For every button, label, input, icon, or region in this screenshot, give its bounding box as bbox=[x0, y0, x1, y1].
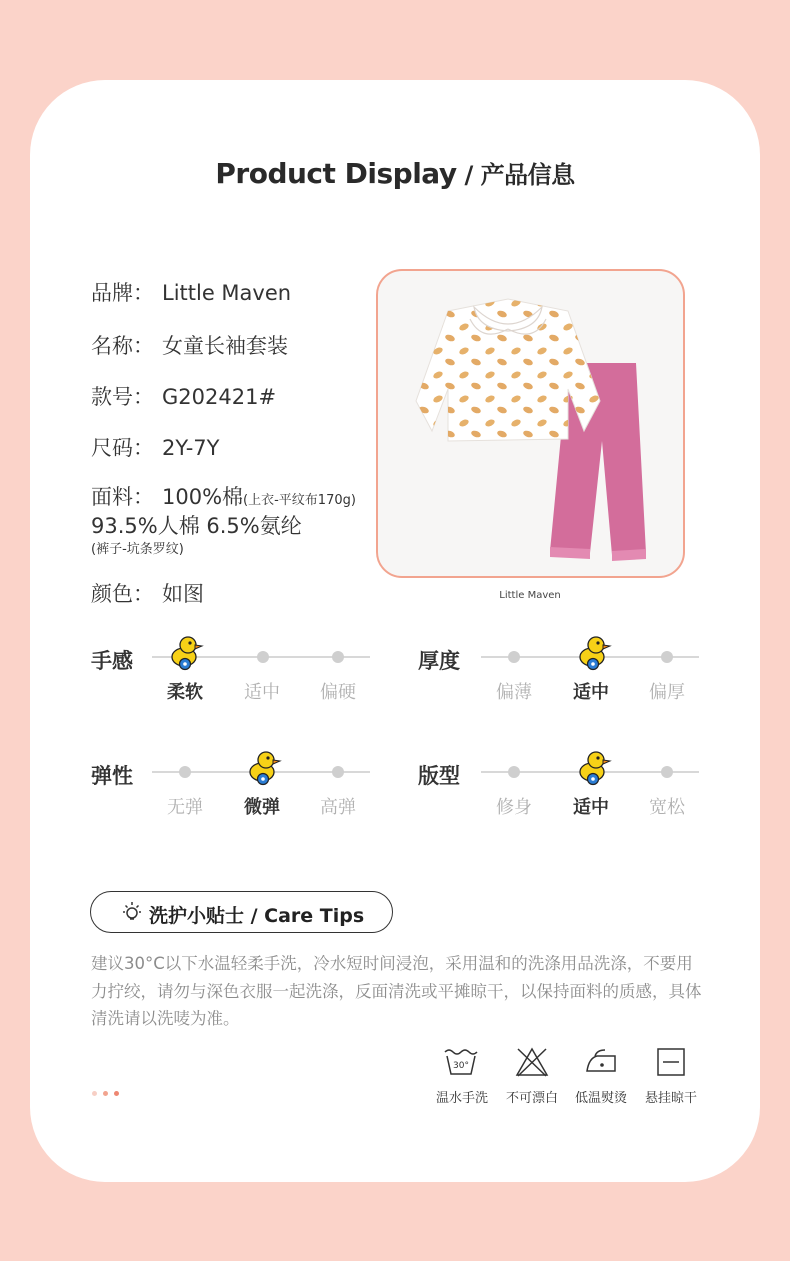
rating-thickness-dot bbox=[661, 651, 673, 663]
spec-value: 如图 bbox=[162, 582, 204, 606]
care-tips-label: 洗护小贴士 / Care Tips bbox=[149, 905, 365, 927]
spec-value: 2Y-7Y bbox=[162, 436, 220, 460]
spec-label: 颜色： bbox=[91, 582, 154, 606]
title-cn: 产品信息 bbox=[480, 161, 575, 189]
rating-feel-dot bbox=[332, 651, 344, 663]
title-separator: / bbox=[456, 161, 481, 189]
fabric-bottom-note: (裤子-坑条罗纹) bbox=[91, 542, 184, 557]
spec-model bbox=[91, 381, 276, 411]
rating-thickness-title: 厚度 bbox=[418, 649, 460, 673]
spec-label: 面料： bbox=[91, 485, 154, 509]
spec-label: 款号： bbox=[91, 385, 154, 409]
duck-marker-icon bbox=[168, 633, 204, 671]
care-icon-label: 悬挂晾干 bbox=[644, 1091, 697, 1106]
spec-label: 名称： bbox=[91, 334, 154, 358]
photo-caption: Little Maven bbox=[499, 590, 561, 601]
low-iron-icon bbox=[583, 1046, 619, 1078]
care-tips-pill bbox=[90, 891, 393, 933]
hang-dry-icon bbox=[653, 1046, 689, 1078]
lightbulb-icon bbox=[121, 901, 143, 927]
spec-name bbox=[91, 330, 288, 360]
fabric-bottom-composition: 93.5%人棉 6.5%氨纶 bbox=[91, 514, 302, 538]
spec-size bbox=[91, 432, 219, 462]
fabric-top-composition: 100%棉 bbox=[162, 485, 244, 509]
duck-marker-icon bbox=[576, 633, 612, 671]
rating-fit-option: 适中 bbox=[573, 797, 609, 818]
rating-elasticity-option: 无弹 bbox=[167, 797, 203, 818]
fabric-top-note: (上衣-平纹布170g) bbox=[243, 493, 356, 508]
product-photo bbox=[376, 269, 685, 578]
rating-fit-option: 宽松 bbox=[649, 797, 685, 818]
rating-thickness-option: 适中 bbox=[573, 682, 609, 703]
rating-elasticity-option: 微弹 bbox=[244, 797, 280, 818]
pager-dot bbox=[114, 1091, 119, 1096]
care-icon-label: 低温熨烫 bbox=[574, 1091, 627, 1106]
rating-fit-dot bbox=[508, 766, 520, 778]
rating-thickness-dot bbox=[508, 651, 520, 663]
pager-dot bbox=[92, 1091, 97, 1096]
rating-elasticity-option: 高弹 bbox=[320, 797, 356, 818]
duck-marker-icon bbox=[246, 748, 282, 786]
spec-color bbox=[91, 578, 204, 608]
wash-temp-label: 30° bbox=[453, 1061, 469, 1071]
rating-elasticity-dot bbox=[332, 766, 344, 778]
spec-value: G202421# bbox=[162, 385, 277, 409]
rating-elasticity-title: 弹性 bbox=[91, 764, 133, 788]
rating-fit-dot bbox=[661, 766, 673, 778]
rating-thickness-option: 偏厚 bbox=[649, 682, 685, 703]
outfit-illustration bbox=[378, 271, 683, 576]
rating-feel-option: 柔软 bbox=[167, 682, 203, 703]
rating-feel-option: 适中 bbox=[244, 682, 280, 703]
spec-fabric bbox=[91, 481, 356, 511]
rating-fit-option: 修身 bbox=[496, 797, 532, 818]
spec-label: 品牌： bbox=[91, 281, 154, 305]
rating-thickness-option: 偏薄 bbox=[496, 682, 532, 703]
care-icon-label: 不可漂白 bbox=[505, 1091, 558, 1106]
no-bleach-icon bbox=[514, 1046, 550, 1078]
care-icon-label: 温水手洗 bbox=[435, 1091, 488, 1106]
duck-marker-icon bbox=[576, 748, 612, 786]
rating-feel-title: 手感 bbox=[91, 649, 133, 673]
hand-wash-icon bbox=[443, 1046, 479, 1078]
title-en: Product Display bbox=[215, 157, 457, 190]
rating-fit-title: 版型 bbox=[418, 764, 460, 788]
rating-feel-dot bbox=[257, 651, 269, 663]
pager-dot bbox=[103, 1091, 108, 1096]
rating-feel-option: 偏硬 bbox=[320, 682, 356, 703]
page-title bbox=[0, 155, 790, 190]
spec-brand bbox=[91, 277, 291, 307]
spec-label: 尺码： bbox=[91, 436, 154, 460]
spec-value: Little Maven bbox=[162, 281, 292, 305]
rating-elasticity-dot bbox=[179, 766, 191, 778]
spec-value: 女童长袖套装 bbox=[162, 334, 288, 358]
care-instructions: 建议30°C以下水温轻柔手洗，冷水短时间浸泡，采用温和的洗涤用品洗涤，不要用力拧绞，请勿与深色衣服一起洗涤，反面清洗或平摊晾干，以保持面料的质感，具体清洗请以洗唛为准。 bbox=[91, 954, 702, 1028]
